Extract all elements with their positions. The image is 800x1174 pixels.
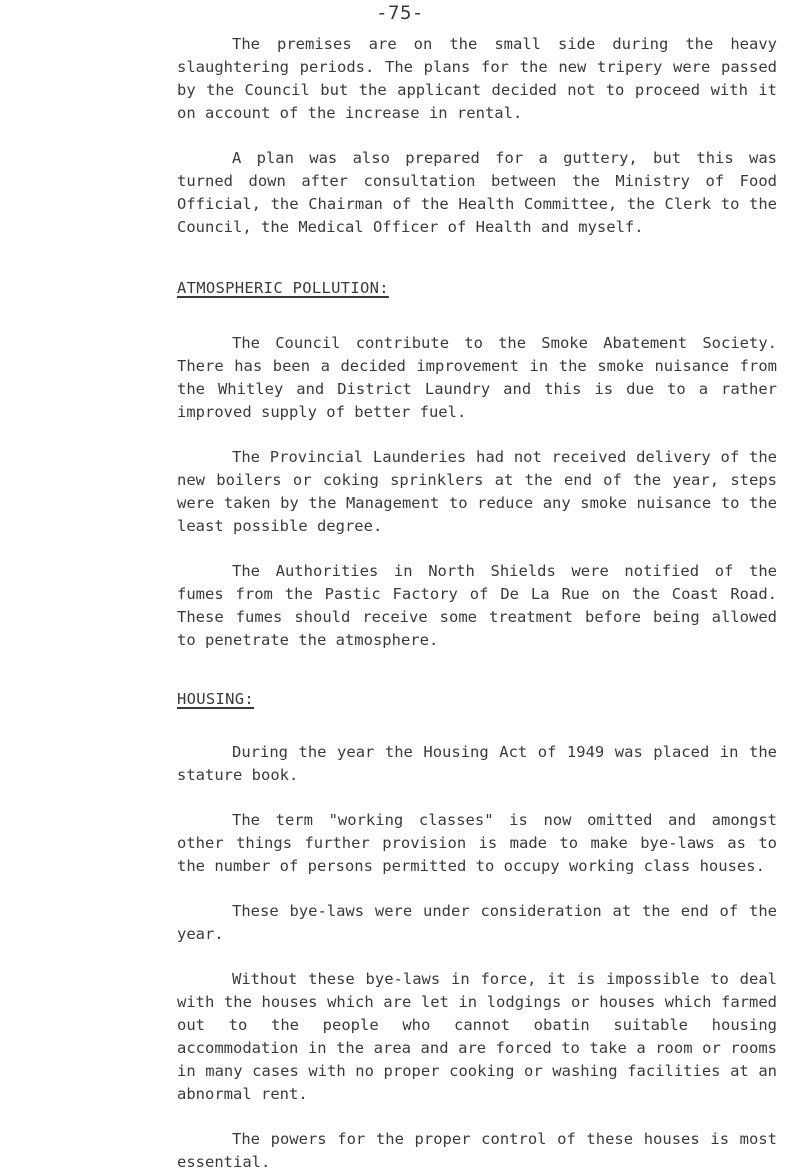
paragraph-working-classes: The term "working classes" is now omitted and amongst other things further provision is made to make bye-laws as to the number of persons permitted to occupy working class houses.: [177, 811, 777, 875]
page-number: -75-: [376, 2, 424, 24]
paragraph-smoke-abatement: The Council contribute to the Smoke Abatement Society. There has been a decided improvement in the smoke nuisance from the Whitley and District Laundry and this is due to a rather improved supply of better fuel.: [177, 334, 777, 421]
paragraph-without-bye-laws: Without these bye-laws in force, it is impossible to deal with the houses which are let in lodgings or houses which farmed out to the people who cannot obatin suitable housing accommodation in the area and are forced to take a room or rooms in many cases with no proper cooking or washing facilities at an abnormal rent.: [177, 970, 777, 1103]
paragraph-premises: The premises are on the small side during the heavy slaughtering periods. The plans for the new tripery were passed by the Council but the applicant decided not to proceed with it on account of the increase in rental.: [177, 35, 777, 122]
paragraph-north-shields: The Authorities in North Shields were notified of the fumes from the Pastic Factory of De La Rue on the Coast Road. These fumes should receive some treatment before being allowed to penetrate the atmosphere.: [177, 562, 777, 649]
section-heading-atmospheric-pollution: ATMOSPHERIC POLLUTION:: [177, 279, 389, 297]
paragraph-guttery-plan: A plan was also prepared for a guttery, but this was turned down after consultation between the Ministry of Food Official, the Chairman of the Health Committee, the Clerk to the Council, the Medical Officer of Health and myself.: [177, 149, 777, 236]
paragraph-powers-control: The powers for the proper control of these houses is most essential.: [177, 1130, 777, 1171]
paragraph-housing-act: During the year the Housing Act of 1949 was placed in the stature book.: [177, 743, 777, 784]
page-body: [177, 33, 777, 1174]
paragraph-provincial-launderies: The Provincial Launderies had not received delivery of the new boilers or coking sprinklers at the end of the year, steps were taken by the Management to reduce any smoke nuisance to the least possible degree.: [177, 448, 777, 535]
paragraph-bye-laws-consideration: These bye-laws were under consideration at the end of the year.: [177, 902, 777, 943]
section-heading-housing: HOUSING:: [177, 690, 255, 708]
